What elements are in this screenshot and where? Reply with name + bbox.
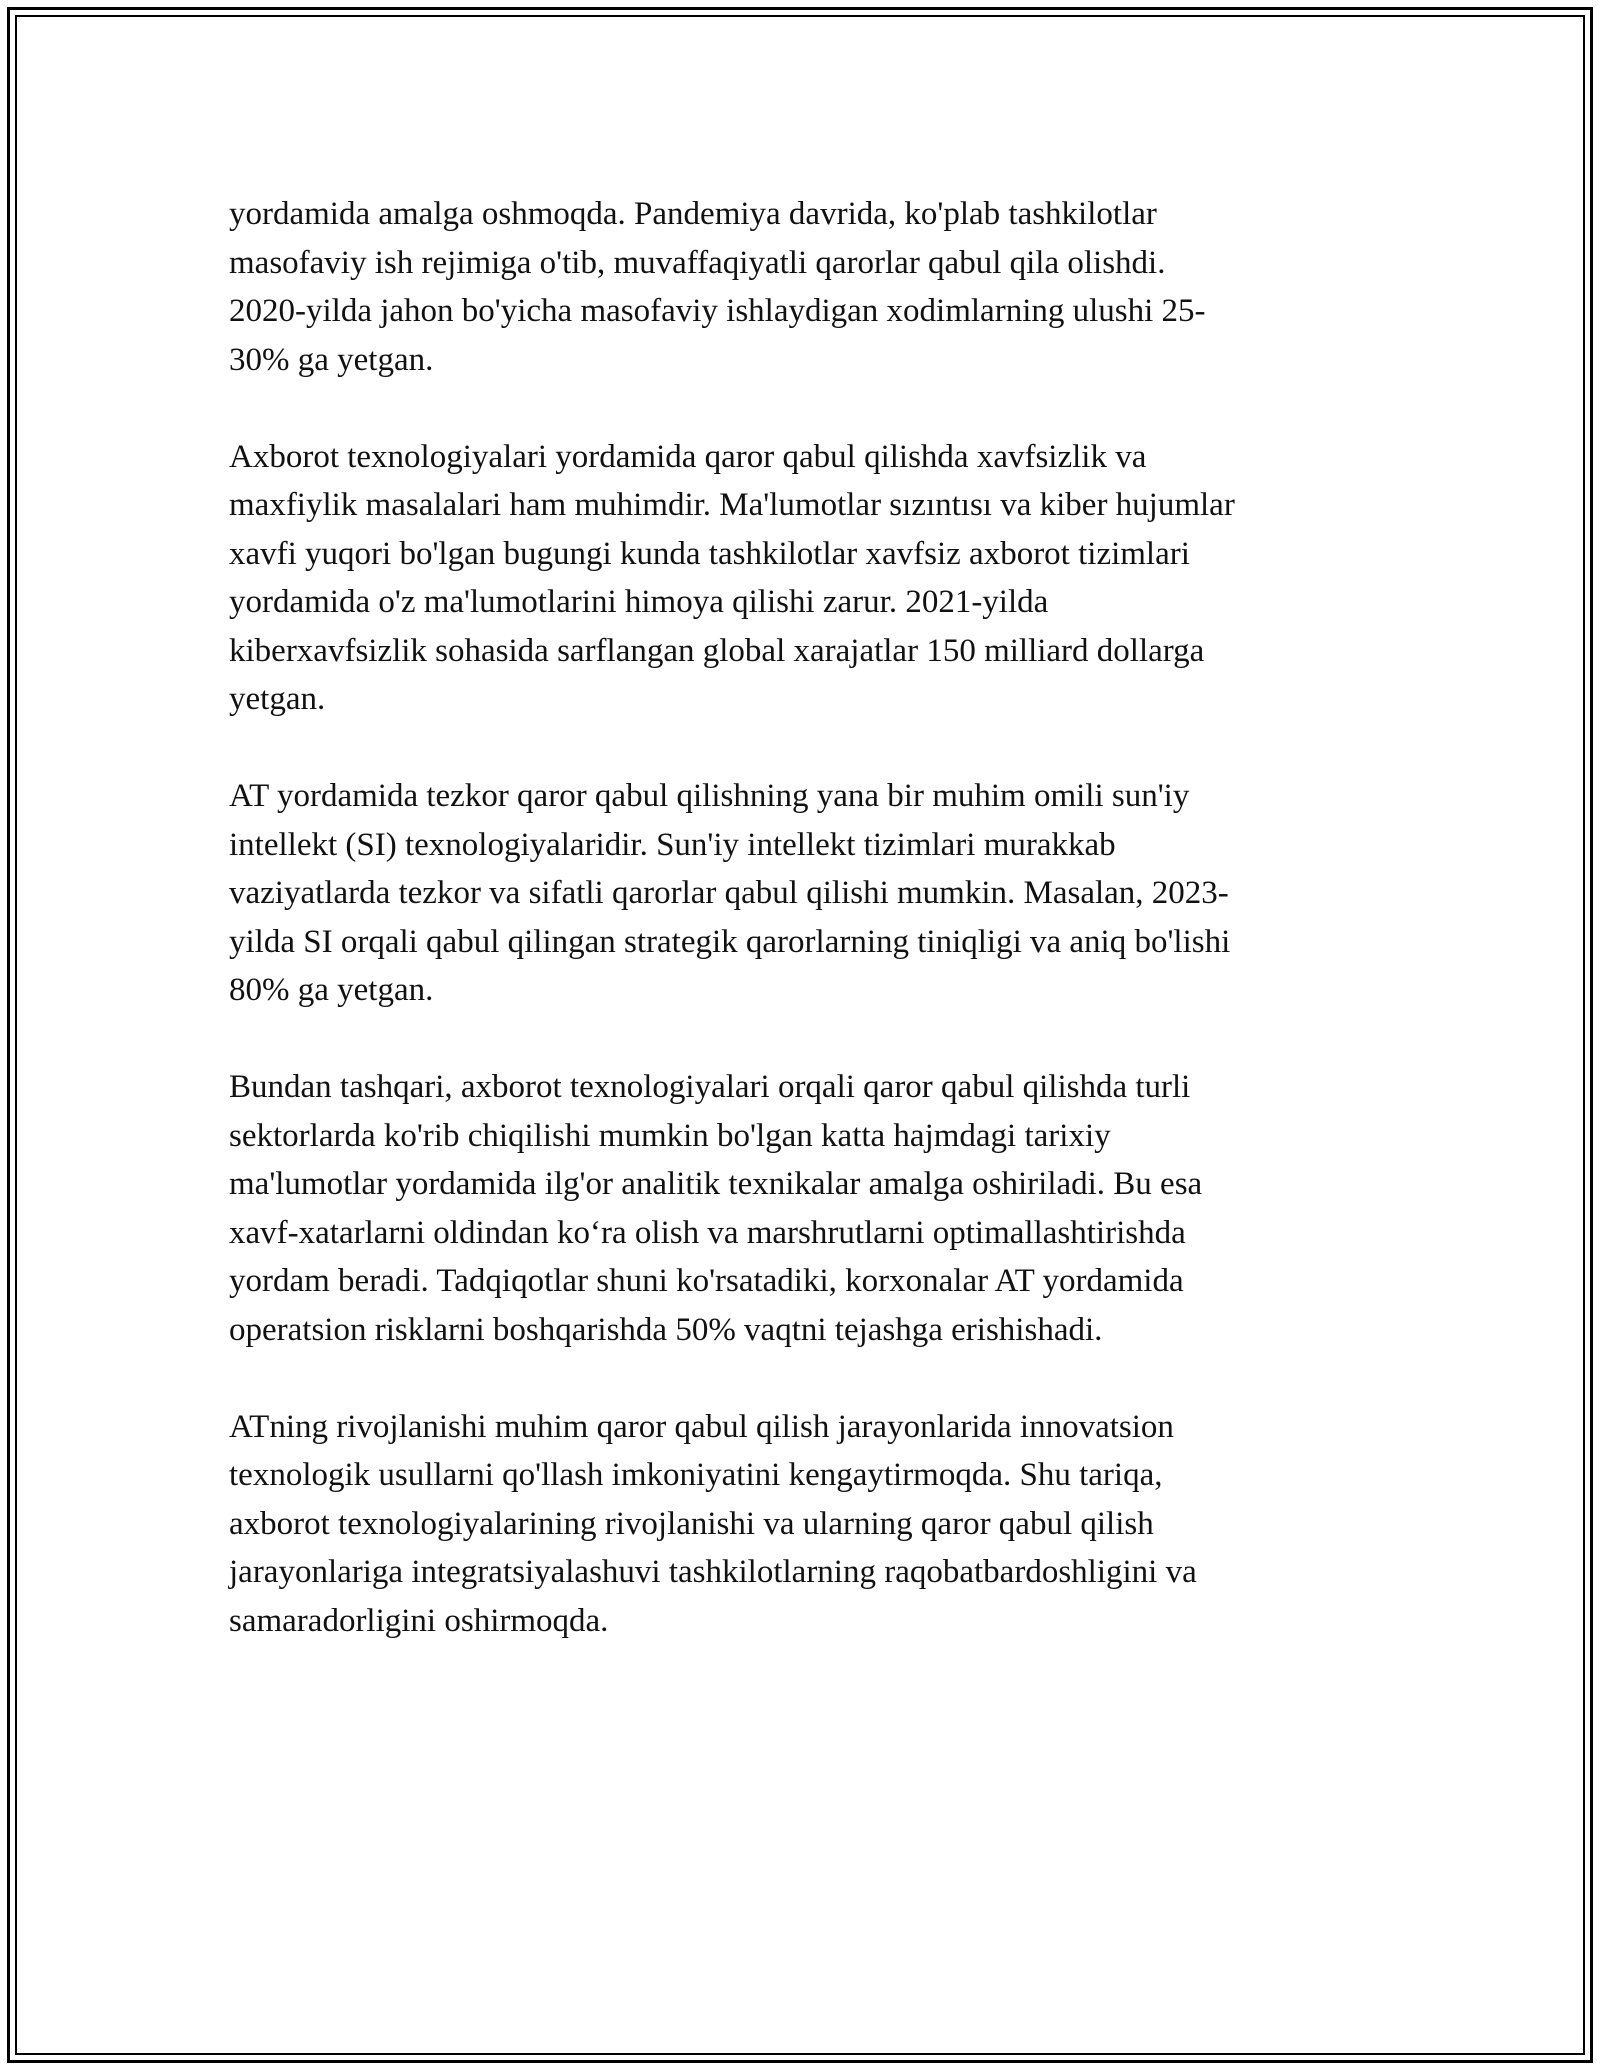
document-body (229, 190, 1399, 1694)
paragraph-security-privacy: Axborot texnologiyalari yordamida qaror qabul qilishda xavfsizlik va maxfiylik masalalari ham muhimdir. Ma'lumotlar sızıntısı va kiber hujumlar xavfi yuqori bo'lgan bugungi kunda tashkilotlar xavfsiz axborot tizimlari yordamida o'z ma'lumotlarini himoya qilishi zarur. 2021-yilda kiberxavfsizlik sohasida sarflangan global xarajatlar 150 milliard dollarga yetgan. (229, 438, 1235, 717)
paragraph-analytics: Bundan tashqari, axborot texnologiyalari orqali qaror qabul qilishda turli sektorlarda ko'rib chiqilishi mumkin bo'lgan katta hajmdagi tarixiy ma'lumotlar yordamida ilg'or analitik texnikalar amalga oshiriladi. Bu esa xavf-xatarlarni oldindan ko‘ra olish va marshrutlarni optimallashtirishda yordam beradi. Tadqiqotlar shuni ko'rsatadiki, korxonalar AT yordamida operatsion risklarni boshqarishda 50% vaqtni tejashga erishishadi. (229, 1069, 1203, 1348)
paragraph-artificial-intelligence: AT yordamida tezkor qaror qabul qilishning yana bir muhim omili sun'iy intellekt (SI) texnologiyalaridir. Sun'iy intellekt tizimlari murakkab vaziyatlarda tezkor va sifatli qarorlar qabul qilishi mumkin. Masalan, 2023- yilda SI orqali qabul qilingan strategik qarorlarning tiniqligi va aniq bo'lishi 80% ga yetgan. (229, 778, 1231, 1008)
paragraph-remote-work: yordamida amalga oshmoqda. Pandemiya davrida, ko'plab tashkilotlar masofaviy ish rejimiga o'tib, muvaffaqiyatli qarorlar qabul qila olishdi. 2020-yilda jahon bo'yicha masofaviy ishlaydigan xodimlarning ulushi 25- 30% ga yetgan. (229, 196, 1206, 378)
paragraph-conclusion: ATning rivojlanishi muhim qaror qabul qilish jarayonlarida innovatsion texnologik usullarni qo'llash imkoniyatini kengaytirmoqda. Shu tariqa, axborot texnologiyalarining rivojlanishi va ularning qaror qabul qilish jarayonlariga integratsiyalashuvi tashkilotlarning raqobatbardoshligini va samaradorligini oshirmoqda. (229, 1408, 1197, 1639)
